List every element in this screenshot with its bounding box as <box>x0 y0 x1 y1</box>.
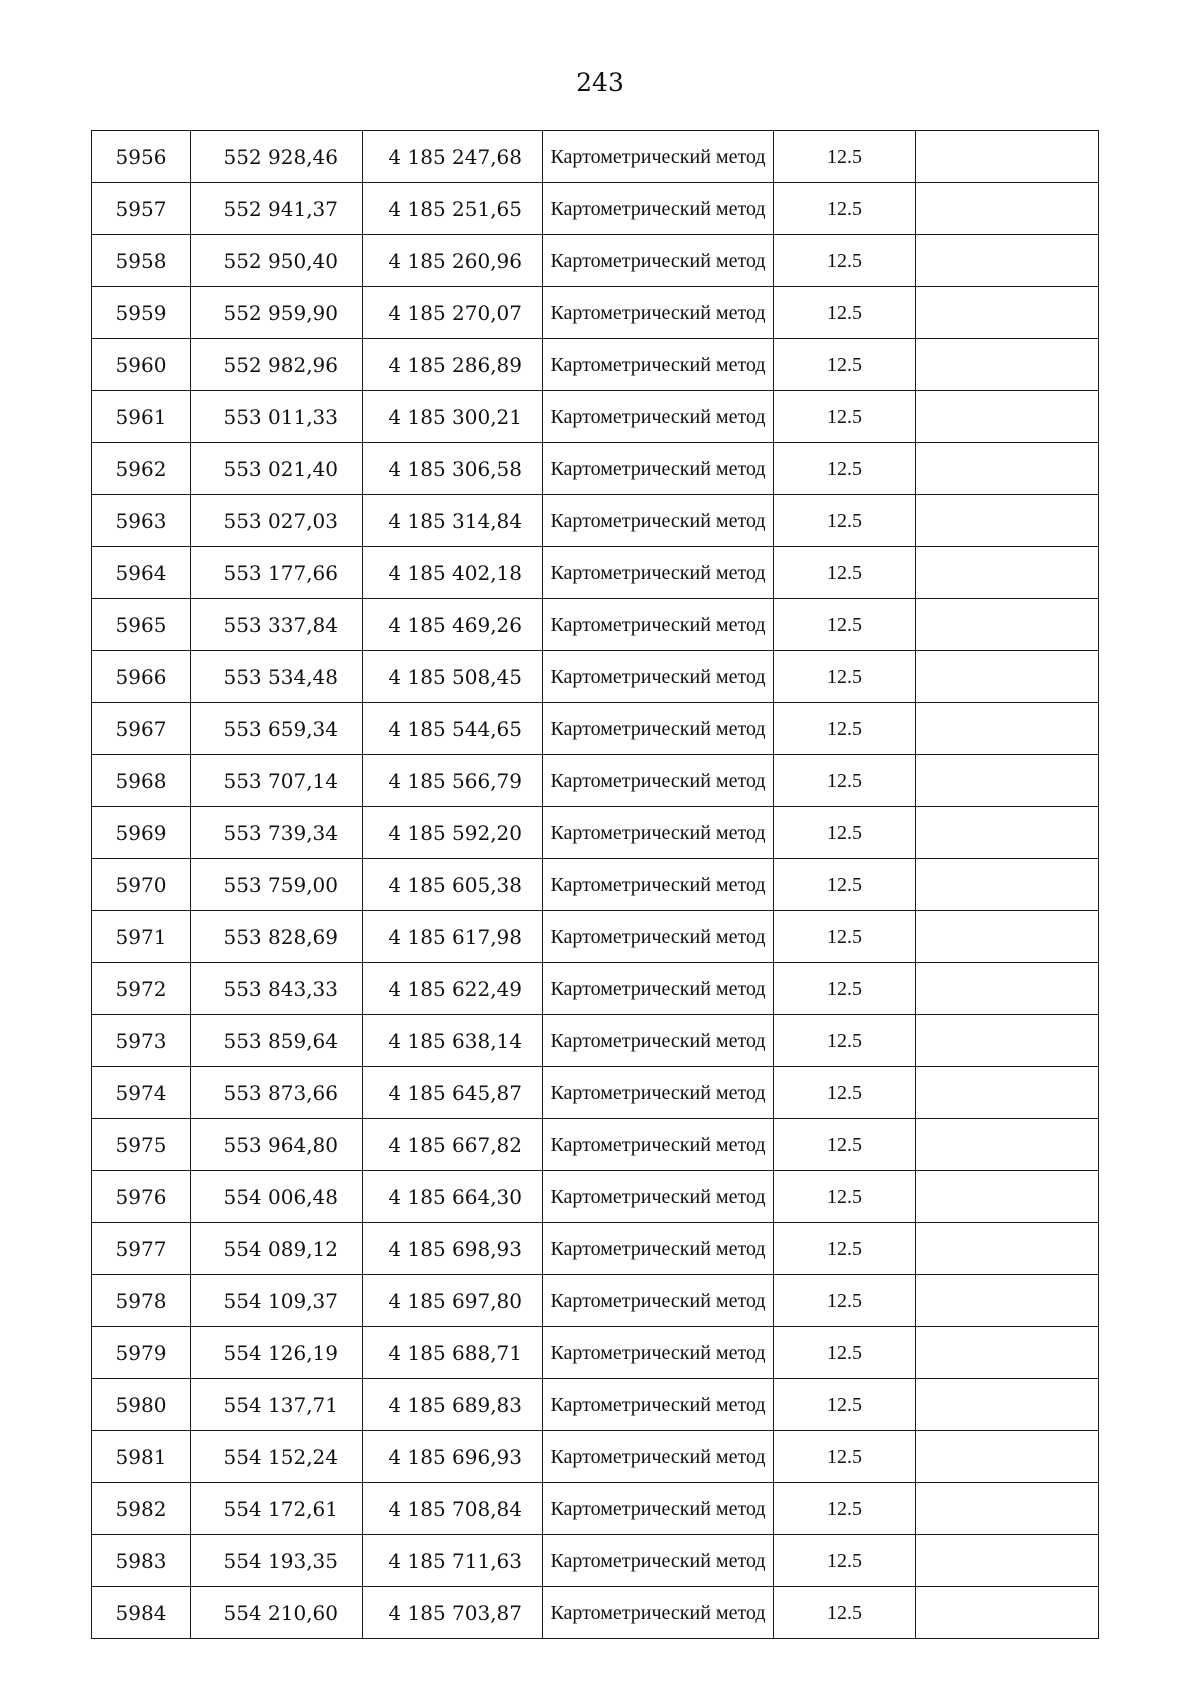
y-coordinate-cell: 4 185 544,65 <box>363 703 543 755</box>
accuracy-cell: 12.5 <box>774 1483 916 1535</box>
accuracy-cell: 12.5 <box>774 495 916 547</box>
table-row <box>92 183 1099 235</box>
point-number-cell: 5976 <box>92 1171 191 1223</box>
accuracy-cell: 12.5 <box>774 651 916 703</box>
method-cell: Картометрический метод <box>543 443 774 495</box>
point-number-cell: 5961 <box>92 391 191 443</box>
table-row <box>92 1327 1099 1379</box>
y-coordinate-cell: 4 185 703,87 <box>363 1587 543 1639</box>
accuracy-cell: 12.5 <box>774 339 916 391</box>
point-number-cell: 5973 <box>92 1015 191 1067</box>
table-row <box>92 859 1099 911</box>
y-coordinate-cell: 4 185 696,93 <box>363 1431 543 1483</box>
x-coordinate-cell: 553 011,33 <box>191 391 363 443</box>
y-coordinate-cell: 4 185 664,30 <box>363 1171 543 1223</box>
point-number-cell: 5964 <box>92 547 191 599</box>
x-coordinate-cell: 553 873,66 <box>191 1067 363 1119</box>
table-row <box>92 1587 1099 1639</box>
y-coordinate-cell: 4 185 260,96 <box>363 235 543 287</box>
coordinates-table <box>91 130 1099 1639</box>
method-cell: Картометрический метод <box>543 807 774 859</box>
note-cell <box>916 1223 1099 1275</box>
point-number-cell: 5962 <box>92 443 191 495</box>
table-row <box>92 1431 1099 1483</box>
table-row <box>92 1483 1099 1535</box>
method-cell: Картометрический метод <box>543 495 774 547</box>
method-cell: Картометрический метод <box>543 755 774 807</box>
y-coordinate-cell: 4 185 697,80 <box>363 1275 543 1327</box>
method-cell: Картометрический метод <box>543 1587 774 1639</box>
note-cell <box>916 1015 1099 1067</box>
y-coordinate-cell: 4 185 300,21 <box>363 391 543 443</box>
y-coordinate-cell: 4 185 592,20 <box>363 807 543 859</box>
y-coordinate-cell: 4 185 711,63 <box>363 1535 543 1587</box>
method-cell: Картометрический метод <box>543 547 774 599</box>
table-row <box>92 963 1099 1015</box>
table-row <box>92 1275 1099 1327</box>
method-cell: Картометрический метод <box>543 911 774 963</box>
accuracy-cell: 12.5 <box>774 755 916 807</box>
accuracy-cell: 12.5 <box>774 1379 916 1431</box>
x-coordinate-cell: 554 152,24 <box>191 1431 363 1483</box>
y-coordinate-cell: 4 185 314,84 <box>363 495 543 547</box>
table-row <box>92 1015 1099 1067</box>
x-coordinate-cell: 553 964,80 <box>191 1119 363 1171</box>
table-row <box>92 651 1099 703</box>
accuracy-cell: 12.5 <box>774 807 916 859</box>
y-coordinate-cell: 4 185 698,93 <box>363 1223 543 1275</box>
note-cell <box>916 1119 1099 1171</box>
accuracy-cell: 12.5 <box>774 287 916 339</box>
method-cell: Картометрический метод <box>543 1015 774 1067</box>
y-coordinate-cell: 4 185 508,45 <box>363 651 543 703</box>
y-coordinate-cell: 4 185 306,58 <box>363 443 543 495</box>
method-cell: Картометрический метод <box>543 287 774 339</box>
x-coordinate-cell: 553 021,40 <box>191 443 363 495</box>
point-number-cell: 5980 <box>92 1379 191 1431</box>
accuracy-cell: 12.5 <box>774 391 916 443</box>
note-cell <box>916 1483 1099 1535</box>
table-row <box>92 1223 1099 1275</box>
table-row <box>92 1379 1099 1431</box>
method-cell: Картометрический метод <box>543 651 774 703</box>
y-coordinate-cell: 4 185 402,18 <box>363 547 543 599</box>
note-cell <box>916 911 1099 963</box>
table-row <box>92 1067 1099 1119</box>
method-cell: Картометрический метод <box>543 1275 774 1327</box>
method-cell: Картометрический метод <box>543 1431 774 1483</box>
y-coordinate-cell: 4 185 605,38 <box>363 859 543 911</box>
note-cell <box>916 1067 1099 1119</box>
method-cell: Картометрический метод <box>543 859 774 911</box>
x-coordinate-cell: 553 337,84 <box>191 599 363 651</box>
table-row <box>92 443 1099 495</box>
point-number-cell: 5982 <box>92 1483 191 1535</box>
accuracy-cell: 12.5 <box>774 235 916 287</box>
table-row <box>92 807 1099 859</box>
x-coordinate-cell: 553 843,33 <box>191 963 363 1015</box>
note-cell <box>916 183 1099 235</box>
x-coordinate-cell: 553 659,34 <box>191 703 363 755</box>
point-number-cell: 5967 <box>92 703 191 755</box>
table-row <box>92 339 1099 391</box>
point-number-cell: 5958 <box>92 235 191 287</box>
method-cell: Картометрический метод <box>543 391 774 443</box>
y-coordinate-cell: 4 185 286,89 <box>363 339 543 391</box>
point-number-cell: 5971 <box>92 911 191 963</box>
x-coordinate-cell: 553 828,69 <box>191 911 363 963</box>
x-coordinate-cell: 552 941,37 <box>191 183 363 235</box>
accuracy-cell: 12.5 <box>774 443 916 495</box>
accuracy-cell: 12.5 <box>774 1275 916 1327</box>
table-row <box>92 1119 1099 1171</box>
table-row <box>92 755 1099 807</box>
method-cell: Картометрический метод <box>543 1119 774 1171</box>
point-number-cell: 5957 <box>92 183 191 235</box>
note-cell <box>916 703 1099 755</box>
note-cell <box>916 547 1099 599</box>
note-cell <box>916 1587 1099 1639</box>
x-coordinate-cell: 554 193,35 <box>191 1535 363 1587</box>
note-cell <box>916 1171 1099 1223</box>
note-cell <box>916 651 1099 703</box>
method-cell: Картометрический метод <box>543 339 774 391</box>
note-cell <box>916 1379 1099 1431</box>
point-number-cell: 5983 <box>92 1535 191 1587</box>
note-cell <box>916 287 1099 339</box>
method-cell: Картометрический метод <box>543 235 774 287</box>
y-coordinate-cell: 4 185 622,49 <box>363 963 543 1015</box>
note-cell <box>916 443 1099 495</box>
point-number-cell: 5972 <box>92 963 191 1015</box>
y-coordinate-cell: 4 185 645,87 <box>363 1067 543 1119</box>
y-coordinate-cell: 4 185 247,68 <box>363 131 543 183</box>
y-coordinate-cell: 4 185 566,79 <box>363 755 543 807</box>
method-cell: Картометрический метод <box>543 1171 774 1223</box>
method-cell: Картометрический метод <box>543 1483 774 1535</box>
y-coordinate-cell: 4 185 251,65 <box>363 183 543 235</box>
accuracy-cell: 12.5 <box>774 859 916 911</box>
accuracy-cell: 12.5 <box>774 1327 916 1379</box>
point-number-cell: 5984 <box>92 1587 191 1639</box>
accuracy-cell: 12.5 <box>774 1223 916 1275</box>
method-cell: Картометрический метод <box>543 1327 774 1379</box>
table-row <box>92 131 1099 183</box>
point-number-cell: 5968 <box>92 755 191 807</box>
table-row <box>92 495 1099 547</box>
point-number-cell: 5975 <box>92 1119 191 1171</box>
x-coordinate-cell: 553 859,64 <box>191 1015 363 1067</box>
point-number-cell: 5959 <box>92 287 191 339</box>
accuracy-cell: 12.5 <box>774 1171 916 1223</box>
note-cell <box>916 1535 1099 1587</box>
point-number-cell: 5974 <box>92 1067 191 1119</box>
note-cell <box>916 1275 1099 1327</box>
method-cell: Картометрический метод <box>543 1379 774 1431</box>
table-row <box>92 1535 1099 1587</box>
x-coordinate-cell: 552 959,90 <box>191 287 363 339</box>
accuracy-cell: 12.5 <box>774 183 916 235</box>
x-coordinate-cell: 554 137,71 <box>191 1379 363 1431</box>
x-coordinate-cell: 553 739,34 <box>191 807 363 859</box>
method-cell: Картометрический метод <box>543 183 774 235</box>
table-row <box>92 287 1099 339</box>
table-row <box>92 1171 1099 1223</box>
accuracy-cell: 12.5 <box>774 963 916 1015</box>
x-coordinate-cell: 554 109,37 <box>191 1275 363 1327</box>
point-number-cell: 5978 <box>92 1275 191 1327</box>
x-coordinate-cell: 554 172,61 <box>191 1483 363 1535</box>
y-coordinate-cell: 4 185 688,71 <box>363 1327 543 1379</box>
method-cell: Картометрический метод <box>543 599 774 651</box>
accuracy-cell: 12.5 <box>774 547 916 599</box>
note-cell <box>916 235 1099 287</box>
x-coordinate-cell: 554 089,12 <box>191 1223 363 1275</box>
accuracy-cell: 12.5 <box>774 1535 916 1587</box>
point-number-cell: 5965 <box>92 599 191 651</box>
method-cell: Картометрический метод <box>543 1067 774 1119</box>
accuracy-cell: 12.5 <box>774 911 916 963</box>
note-cell <box>916 599 1099 651</box>
x-coordinate-cell: 554 210,60 <box>191 1587 363 1639</box>
method-cell: Картометрический метод <box>543 1223 774 1275</box>
note-cell <box>916 495 1099 547</box>
accuracy-cell: 12.5 <box>774 599 916 651</box>
x-coordinate-cell: 552 982,96 <box>191 339 363 391</box>
y-coordinate-cell: 4 185 667,82 <box>363 1119 543 1171</box>
point-number-cell: 5960 <box>92 339 191 391</box>
method-cell: Картометрический метод <box>543 1535 774 1587</box>
x-coordinate-cell: 553 759,00 <box>191 859 363 911</box>
y-coordinate-cell: 4 185 617,98 <box>363 911 543 963</box>
y-coordinate-cell: 4 185 708,84 <box>363 1483 543 1535</box>
x-coordinate-cell: 552 928,46 <box>191 131 363 183</box>
x-coordinate-cell: 553 707,14 <box>191 755 363 807</box>
point-number-cell: 5966 <box>92 651 191 703</box>
note-cell <box>916 1431 1099 1483</box>
table-row <box>92 547 1099 599</box>
note-cell <box>916 391 1099 443</box>
point-number-cell: 5977 <box>92 1223 191 1275</box>
method-cell: Картометрический метод <box>543 703 774 755</box>
x-coordinate-cell: 553 534,48 <box>191 651 363 703</box>
table-row <box>92 391 1099 443</box>
note-cell <box>916 339 1099 391</box>
accuracy-cell: 12.5 <box>774 1119 916 1171</box>
x-coordinate-cell: 553 027,03 <box>191 495 363 547</box>
x-coordinate-cell: 552 950,40 <box>191 235 363 287</box>
accuracy-cell: 12.5 <box>774 1587 916 1639</box>
y-coordinate-cell: 4 185 638,14 <box>363 1015 543 1067</box>
y-coordinate-cell: 4 185 689,83 <box>363 1379 543 1431</box>
point-number-cell: 5963 <box>92 495 191 547</box>
x-coordinate-cell: 554 006,48 <box>191 1171 363 1223</box>
point-number-cell: 5970 <box>92 859 191 911</box>
table-row <box>92 911 1099 963</box>
point-number-cell: 5956 <box>92 131 191 183</box>
point-number-cell: 5979 <box>92 1327 191 1379</box>
table-row <box>92 235 1099 287</box>
accuracy-cell: 12.5 <box>774 1015 916 1067</box>
note-cell <box>916 963 1099 1015</box>
coordinates-table-body <box>92 131 1099 1639</box>
accuracy-cell: 12.5 <box>774 1067 916 1119</box>
note-cell <box>916 807 1099 859</box>
note-cell <box>916 131 1099 183</box>
note-cell <box>916 755 1099 807</box>
y-coordinate-cell: 4 185 270,07 <box>363 287 543 339</box>
x-coordinate-cell: 553 177,66 <box>191 547 363 599</box>
accuracy-cell: 12.5 <box>774 1431 916 1483</box>
method-cell: Картометрический метод <box>543 131 774 183</box>
accuracy-cell: 12.5 <box>774 703 916 755</box>
note-cell <box>916 859 1099 911</box>
method-cell: Картометрический метод <box>543 963 774 1015</box>
page-number: 243 <box>576 68 624 97</box>
accuracy-cell: 12.5 <box>774 131 916 183</box>
x-coordinate-cell: 554 126,19 <box>191 1327 363 1379</box>
point-number-cell: 5981 <box>92 1431 191 1483</box>
table-row <box>92 703 1099 755</box>
point-number-cell: 5969 <box>92 807 191 859</box>
y-coordinate-cell: 4 185 469,26 <box>363 599 543 651</box>
note-cell <box>916 1327 1099 1379</box>
table-row <box>92 599 1099 651</box>
